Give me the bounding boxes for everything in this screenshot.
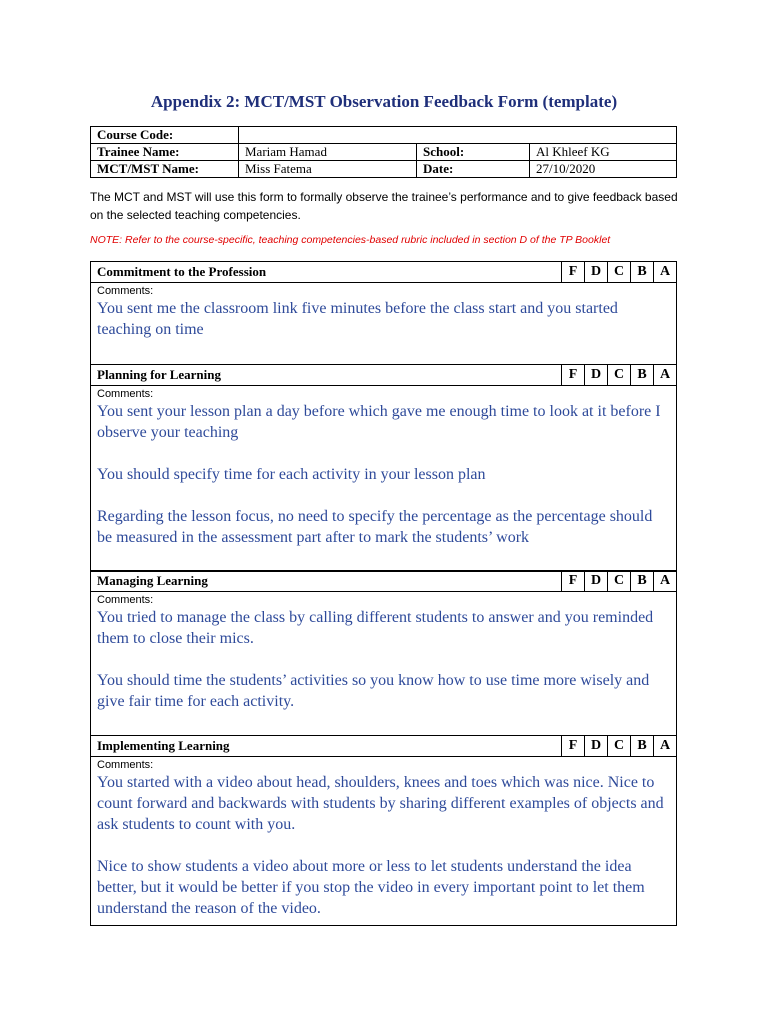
grade-a: A [654,262,677,283]
section-title: Managing Learning [91,571,562,592]
section-title: Planning for Learning [91,365,562,386]
grade-d: D [585,365,608,386]
section-commitment [90,261,677,365]
trainee-row [91,144,677,161]
grade-c: C [608,736,631,757]
grade-d: D [585,262,608,283]
course-code-row [91,127,677,144]
section-title: Implementing Learning [91,736,562,757]
grade-b: B [631,736,654,757]
grade-a: A [654,736,677,757]
trainee-name-value: Mariam Hamad [239,144,417,161]
comments-cell [91,283,677,365]
course-code-value [239,127,677,144]
comment-text: You started with a video about head, shoulders, knees and toes which was nice. Nice to count forward and backwards with students by sharing different examples of objects and ask students to count with you. Nice to show students a video about more or less to let students understand the idea better, but it would be better if you stop the video in every important point to let them understand the reason of the video. [97,774,664,917]
school-value: Al Khleef KG [530,144,677,161]
section-title: Commitment to the Profession [91,262,562,283]
mct-row [91,161,677,178]
comments-label: Comments: [97,759,154,771]
grade-c: C [608,365,631,386]
grade-b: B [631,262,654,283]
course-code-label: Course Code: [91,127,239,144]
grade-c: C [608,262,631,283]
comments-label: Comments: [97,285,154,297]
mct-name-value: Miss Fatema [239,161,417,178]
comments-label: Comments: [97,388,154,400]
grade-f: F [562,571,585,592]
trainee-name-label: Trainee Name: [91,144,239,161]
grade-b: B [631,365,654,386]
comments-label: Comments: [97,594,154,606]
grade-a: A [654,365,677,386]
comment-text: You sent your lesson plan a day before which gave me enough time to look at it before I observe your teaching You should specify time for each activity in your lesson plan Regarding the lesson focus, no need to specify the percentage as the percentage should be measured in the assessment part after to mark the students’ work [97,403,661,546]
date-label: Date: [417,161,530,178]
school-label: School: [417,144,530,161]
comment-text: You sent me the classroom link five minutes before the class start and you started teaching on time [97,300,618,338]
grade-d: D [585,736,608,757]
grade-d: D [585,571,608,592]
section-managing [90,570,677,736]
form-title: Appendix 2: MCT/MST Observation Feedback Form (template) [150,92,618,111]
mct-name-label: MCT/MST Name: [91,161,239,178]
comments-cell [91,592,677,736]
note-text: NOTE: Refer to the course-specific, teaching competencies-based rubric included in section D of the TP Booklet [90,234,611,246]
grade-c: C [608,571,631,592]
section-planning [90,364,677,572]
comments-cell [91,757,677,926]
intro-text: The MCT and MST will use this form to formally observe the trainee’s performance and to give feedback based on the selected teaching competencies. [90,190,678,222]
grade-a: A [654,571,677,592]
comments-cell [91,386,677,572]
grade-f: F [562,736,585,757]
comment-text: You tried to manage the class by calling different students to answer and you reminded them to close their mics. You should time the students’ activities so you know how to use time more wisely and give fair time for each activity. [97,609,654,710]
date-value: 27/10/2020 [530,161,677,178]
grade-b: B [631,571,654,592]
info-table [90,126,677,178]
grade-f: F [562,365,585,386]
grade-f: F [562,262,585,283]
section-implementing [90,735,677,926]
